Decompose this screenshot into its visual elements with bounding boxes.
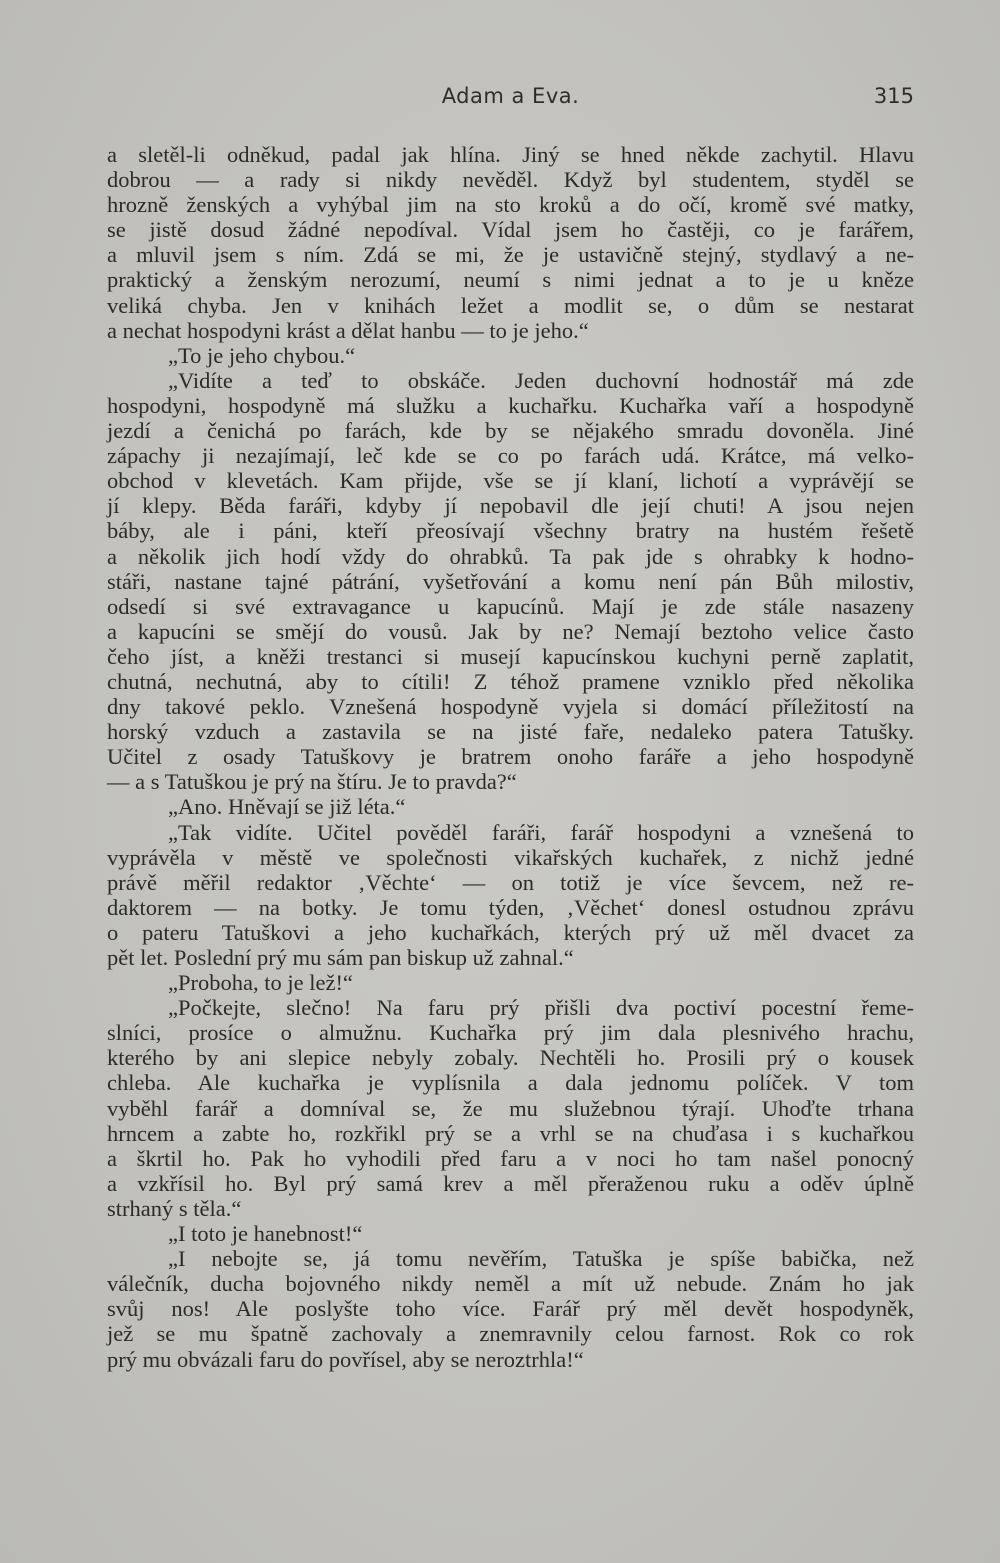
text-line: veliká chyba. Jen v knihách ležet a modlit se, o dům se nestarat (107, 292, 914, 318)
text-line: báby, ale i páni, kteří přeosívají všechny bratry na hustém řešetě (107, 518, 914, 544)
text-line: jež se mu špatně zachovaly a znemravnily celou farnost. Rok co rok (107, 1321, 914, 1347)
text-line: vyprávěla v městě ve společnosti vikařských kuchařek, z nichž jedné (107, 844, 914, 870)
text-line: „Proboha, to je lež!“ (168, 970, 353, 996)
text-line: a několik jich hodí vždy do ohrabků. Ta pak jde s ohrabky k hodno- (107, 543, 914, 569)
text-line: a mluvil jsem s ním. Zdá se mi, že je ustavičně stejný, stydlavý a ne- (107, 242, 914, 268)
text-line: kterého by ani slepice nebyly zobaly. Nechtěli ho. Prosili prý o kousek (107, 1045, 914, 1071)
text-line: odsedí si své extravagance u kapucínů. Mají je zde stále nasazeny (107, 593, 914, 619)
text-line: chutná, nechutná, aby to cítili! Z téhož pramene vzniklo před několika (107, 668, 914, 694)
text-line: svůj nos! Ale poslyšte toho více. Farář prý měl devět hospodyněk, (107, 1296, 914, 1322)
text-line: a sletěl-li odněkud, padal jak hlína. Jiný se hned někde zachytil. Hlavu (107, 142, 914, 167)
text-line: „Počkejte, slečno! Na faru prý přišli dva poctiví pocestní řeme- (168, 995, 914, 1021)
text-line: horský vzduch a zastavila se na jisté faře, nedaleko patera Tatušky. (107, 719, 914, 745)
text-line: a kapucíni se smějí do vousů. Jak by ne? Nemají beztoho velice často (107, 618, 914, 644)
text-line: Učitel z osady Tatuškovy je bratrem onoho faráře a jeho hospodyně (107, 744, 914, 770)
running-title: Adam a Eva. (441, 84, 580, 108)
text-line: „To je jeho chybou.“ (168, 342, 356, 368)
text-line: právě měřil redaktor ‚Věchte‘ — on totiž je více ševcem, než re- (107, 869, 914, 895)
text-line: „Tak vidíte. Učitel pověděl faráři, farář hospodyni a vznešená to (168, 819, 914, 845)
body-text (107, 142, 914, 1372)
text-line: strhaný s těla.“ (107, 1195, 242, 1221)
text-line: pět let. Poslední prý mu sám pan biskup už zahnal.“ (107, 945, 574, 970)
text-line: „Ano. Hněvají se již léta.“ (168, 794, 406, 820)
text-line: a vzkřísil ho. Byl prý samá krev a měl přeraženou ruku a oděv úplně (107, 1170, 914, 1196)
text-line: slníci, prosíce o almužnu. Kuchařka prý jim dala plesnivého hrachu, (107, 1020, 914, 1046)
text-line: čeho jíst, a kněži trestanci si musejí kapucínskou kuchyni perně zaplatit, (107, 643, 914, 669)
text-line: obchod v klevetách. Kam přijde, vše se jí klaní, lichotí a vyprávějí se (107, 468, 914, 494)
text-line: chleba. Ale kuchařka je vyplísnila a dala jednomu políček. V tom (107, 1070, 914, 1096)
text-line: vyběhl farář a domníval se, že mu služebnou týrají. Uhoďte trhana (107, 1095, 914, 1121)
running-head (107, 80, 914, 112)
text-line: válečník, ducha bojovného nikdy neměl a mít už nebude. Znám ho jak (107, 1271, 914, 1297)
text-line: „I nebojte se, já tomu nevěřím, Tatuška je spíše babička, než (168, 1246, 914, 1272)
text-line: a nechat hospodyni krást a dělat hanbu — to je jeho.“ (107, 317, 589, 343)
text-line: hrncem a zabte ho, rozkřikl prý se a vrhl se na chuďasa i s kuchařkou (107, 1120, 914, 1146)
text-line: prý mu obvázali faru do povřísel, aby se neroztrhla!“ (107, 1346, 584, 1372)
text-line: hospodyni, hospodyně má služku a kuchařku. Kuchařka vaří a hospodyně (107, 392, 914, 418)
text-line: „I toto je hanebnost!“ (168, 1221, 363, 1247)
page-number: 315 (873, 84, 914, 108)
text-line: o pateru Tatuškovi a jeho kuchařkách, kterých prý už měl dvacet za (107, 919, 914, 945)
text-line: se jistě dosud žádné nepodíval. Vídal jsem ho častěji, co je farářem, (107, 217, 914, 243)
text-line: jí klepy. Běda faráři, kdyby jí nepobavil dle její chuti! A jsou nejen (107, 493, 914, 519)
text-line: praktický a ženským nerozumí, neumí s nimi jednat a to je u kněze (107, 267, 914, 293)
text-line: hrozně ženských a vyhýbal jim na sto kroků a do očí, kromě své matky, (107, 192, 914, 218)
text-line: dobrou — a rady si nikdy nevěděl. Když byl studentem, styděl se (107, 167, 914, 193)
text-line: — a s Tatuškou je prý na štíru. Je to pravda?“ (107, 769, 517, 795)
text-line: dny takové peklo. Vznešená hospodyně vyjela si domácí příležitostí na (107, 694, 914, 720)
text-line: „Vidíte a teď to obskáče. Jeden duchovní hodnostář má zde (168, 367, 914, 393)
text-line: daktorem — na botky. Je tomu týden, ‚Věchet‘ donesl ostudnou zprávu (107, 894, 914, 920)
text-line: a škrtil ho. Pak ho vyhodili před faru a v noci ho tam našel ponocný (107, 1145, 914, 1171)
text-line: jezdí a čenichá po farách, kde by se nějakého smradu dovoněla. Jiné (107, 418, 914, 444)
text-line: zápachy ji nezajímají, leč kde se co po farách udá. Krátce, má velko- (107, 443, 914, 469)
text-line: stáři, nastane tajné pátrání, vyšetřování a komu není pán Bůh milostiv, (107, 568, 914, 594)
